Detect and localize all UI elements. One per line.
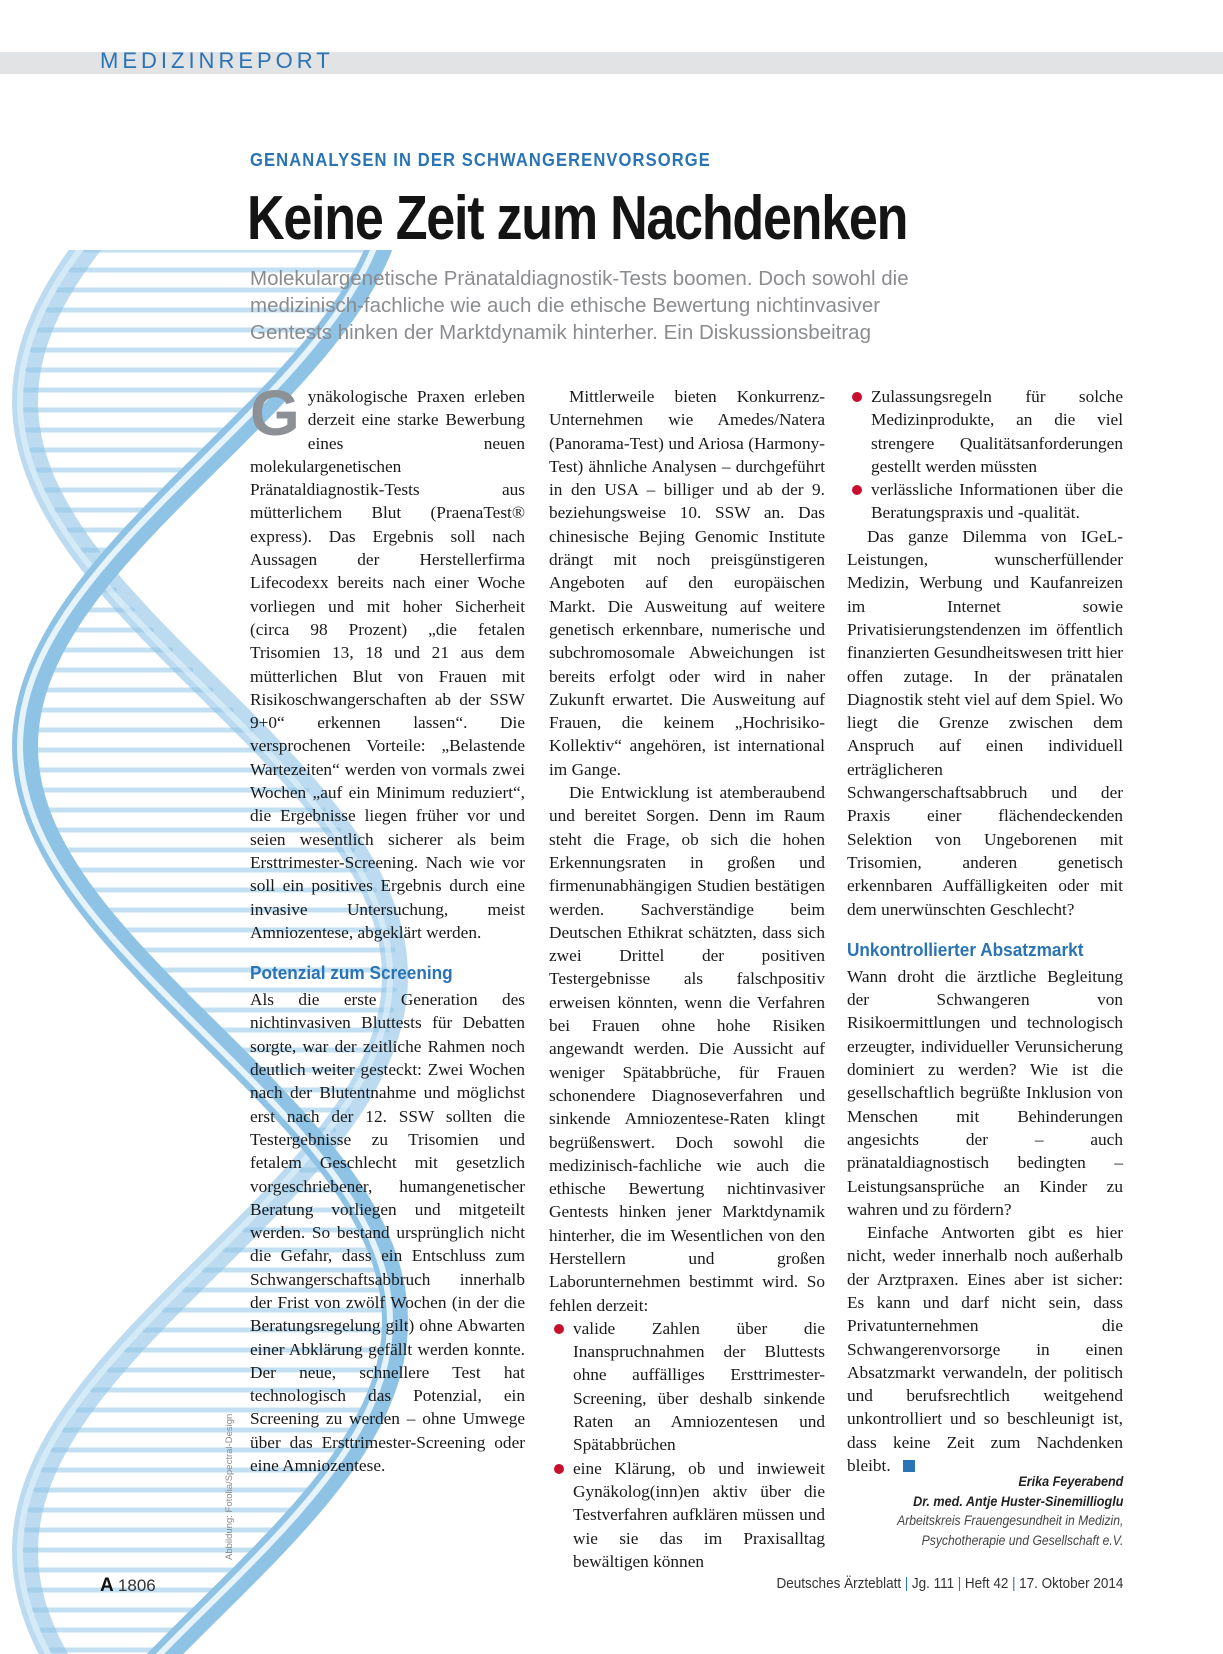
author-affiliation: Psychotherapie und Gesellschaft e.V. <box>921 1533 1123 1548</box>
page-letter: A <box>100 1575 114 1596</box>
journal-volume: Jg. 111 <box>911 1575 954 1592</box>
bullet-item <box>847 478 1123 525</box>
page-number-value: 1806 <box>117 1576 156 1595</box>
intro-paragraph <box>250 377 525 944</box>
image-credit: Abbildung: Fotolia/Spectral-Design <box>224 1413 235 1560</box>
paragraph-competitors: Mittlerweile bieten Konkurrenz-Unternehmen wie Amedes/Natera (Panorama-Test) und Ariosa (Harmony-Test) ähnliche Analysen – durchgeführt in den USA – billiger und ab der 9. beziehungsweise 10. SSW an. Das chinesische Bejing Genomic Institute drängt mit noch preisgünstigeren Angeboten auf den europäischen Markt. Die Ausweitung auf weitere genetisch erkennbare, numerische und subchromosomale Abweichungen ist bereits erfolgt oder wird in naher Zukunft erwartet. Die Ausweitung auf Frauen, die keinem „Hochrisiko-Kollektiv“ angehören, ist international im Gange. <box>549 387 825 779</box>
subhead-screening: Potenzial zum Screening <box>250 962 453 984</box>
paragraph-market: Wann droht die ärztliche Begleitung der Schwangeren von Risikoermittlungen und technologisch erzeugter, individueller Verunsicherung dominiert zu werden? Wie ist die gesellschaftlich begrüßte Inklusion von Menschen mit Behinderungen angesichts der – auch pränataldiagnostisch bedingten – Leistungsansprüche an Kinder zu wahren und zu fördern? <box>847 966 1123 1219</box>
standfirst-line: medizinisch-fachliche wie auch die ethische Bewertung nichtinvasiver <box>250 294 881 317</box>
bullet-text: verlässliche Informationen über die Beratungspraxis und -qualität. <box>871 480 1123 523</box>
author-affiliation: Arbeitskreis Frauengesundheit in Medizin, <box>896 1513 1123 1528</box>
paragraph-answers <box>847 1221 1123 1477</box>
section-label: MEDIZINREPORT <box>100 48 334 73</box>
bullet-text: valide Zahlen über die Inanspruchnahmen der Bluttests ohne auffälliges Ersttrimester-Screening, über deshalb sinkende Raten an Amniozentesen und Spätabbrüchen <box>573 1318 825 1455</box>
red-dot-icon <box>554 1464 564 1474</box>
paragraph-screening: Als die erste Generation des nichtinvasiven Bluttests für Debatten sorgte, war der zeitliche Rahmen noch deutlich weiter gesteckt: Zwei Wochen nach der Blutentnahme und möglichst erst nach der 12. SSW sollten die Testergebnisse zu Trisomien und fetalem Geschlecht mit gesetzlich vorgeschriebener, humangenetischer Beratung vorliegen und mitgeteilt werden. So bestand ursprünglich nicht die Gefahr, dass ein Entschluss zum Schwangerschaftsabbruch innerhalb der Frist von zwölf Wochen (in der die Beratungsregelung gilt) ohne Abwarten einer Abklärung gefällt werden konnte. Der neue, schnellere Test hat technologisch das Potenzial, ein Screening zu werden – ohne Umwege über das Ersttrimester-Screening oder eine Amniozentese. <box>250 990 525 1476</box>
footer-separator: | <box>957 1575 961 1592</box>
text-column-1 <box>250 377 525 1477</box>
red-dot-icon <box>852 392 862 402</box>
footer-separator: | <box>1011 1575 1016 1592</box>
answers-text: Einfache Antworten gibt es hier nicht, weder innerhalb noch außerhalb der Arztpraxen. Eines aber ist sicher: Es kann und darf nicht sein, dass Privatunternehmen die Schwangerenvorsorge in einen Absatzmarkt verwandeln, der politisch und berufsrechtlich weitgehend unkontrolliert und so beschleunigt ist, dass keine Zeit zum Nachdenken bleibt. <box>847 1223 1123 1476</box>
article-kicker: GENANALYSEN IN DER SCHWANGERENVORSORGE <box>250 150 711 170</box>
author-name: Erika Feyerabend <box>1017 1473 1123 1489</box>
bullet-text: Zulassungsregeln für solche Medizinprodukte, an die viel strengere Qualitätsanforderungen gestellt werden müssten <box>871 387 1123 476</box>
drop-cap: G <box>250 377 300 449</box>
journal-name: Deutsches Ärzteblatt <box>776 1575 901 1592</box>
standfirst-line: Molekulargenetische Pränataldiagnostik-Tests boomen. Doch sowohl die <box>250 267 909 290</box>
standfirst-line: Gentests hinken der Marktdynamik hinterher. Ein Diskussionsbeitrag <box>250 321 871 344</box>
author-name: Dr. med. Antje Huster-Sinemillioglu <box>912 1493 1123 1509</box>
paragraph-development: Die Entwicklung ist atemberaubend und bereitet Sorgen. Denn im Raum steht die Frage, ob sich die hohen Erkennungsraten in großen und firmenunabhängigen Studien bestätigen werden. Sachverständige beim Deutschen Ethikrat schätzten, dass sich zwei Drittel der positiven Testergebnisse als falschpositiv erweisen könnten, wenn die Verfahren bei Frauen ohne hohe Risiken angewandt werden. Die Aussicht auf weniger Spätabbrüche, für Frauen schonendere Diagnoseverfahren und sinkende Amniozentese-Raten klingt begrüßenswert. Doch sowohl die medizinisch-fachliche wie auch die ethische Bewertung nichtinvasiver Gentests hinken jener Marktdynamik hinterher, die im Wesentlichen von den Herstellern und großen Laborunternehmen bestimmt wird. So fehlen derzeit: <box>549 783 825 1315</box>
journal-info <box>776 1575 1123 1592</box>
article-standfirst <box>250 265 1030 346</box>
text-column-3 <box>847 385 1123 1477</box>
article-title: Keine Zeit zum Nachdenken <box>247 184 908 253</box>
footer-separator: | <box>904 1575 908 1592</box>
bullet-item <box>549 1317 825 1457</box>
journal-issue: Heft 42 <box>964 1575 1008 1592</box>
author-credits <box>872 1471 1123 1551</box>
journal-date: 17. Oktober 2014 <box>1018 1575 1123 1592</box>
paragraph-dilemma: Das ganze Dilemma von IGeL-Leistungen, wunscherfüllender Medizin, Werbung und Kaufanreizen im Internet sowie Privatisierungstendenzen im öffentlich finanzierten Gesundheitswesen tritt hier offen zutage. In der pränatalen Diagnostik steht viel auf dem Spiel. Wo liegt die Grenze zwischen dem Anspruch auf einen individuell erträglicheren Schwangerschaftsabbruch und der Praxis einer flächendeckenden Selektion von Ungeborenen mit Trisomien, anderen genetisch erkennbaren Auffälligkeiten oder mit dem unerwünschten Geschlecht? <box>847 526 1123 919</box>
bullet-item <box>549 1457 825 1573</box>
subhead-market: Unkontrollierter Absatzmarkt <box>847 938 1084 960</box>
page-number <box>100 1575 156 1597</box>
red-dot-icon <box>554 1324 564 1334</box>
bullet-text: eine Klärung, ob und inwieweit Gynäkolog(inn)en aktiv über die Testverfahren aufklären müssen und wie sie das im Praxisalltag bewältigen können <box>573 1458 825 1571</box>
text-column-2 <box>549 385 825 1573</box>
intro-text: ynäkologische Praxen erleben derzeit eine starke Bewerbung eines neuen molekulargenetischen Pränataldiagnostik-Tests aus mütterlichem Blut (PraenaTest® express). Das Ergebnis soll nach Aussagen der Herstellerfirma Lifecodexx bereits nach einer Woche vorliegen und mit hoher Sicherheit (circa 98 Prozent) „die fetalen Trisomien 13, 18 und 21 aus dem mütterlichen Blut von Frauen mit Risikoschwangerschaften ab der SSW 9+0“ erkennen lassen“. Die versprochenen Vorteile: „Belastende Wartezeiten“ werden von vormals zwei Wochen „auf ein Minimum reduziert“, die Ergebnisse liegen früher vor und seien wesentlich sicherer als beim Ersttrimester-Screening. Nach wie vor soll ein positives Ergebnis durch eine invasive Untersuchung, meist Amniozentese, abgeklärt werden. <box>250 387 525 942</box>
red-dot-icon <box>852 485 862 495</box>
bullet-item <box>847 385 1123 478</box>
